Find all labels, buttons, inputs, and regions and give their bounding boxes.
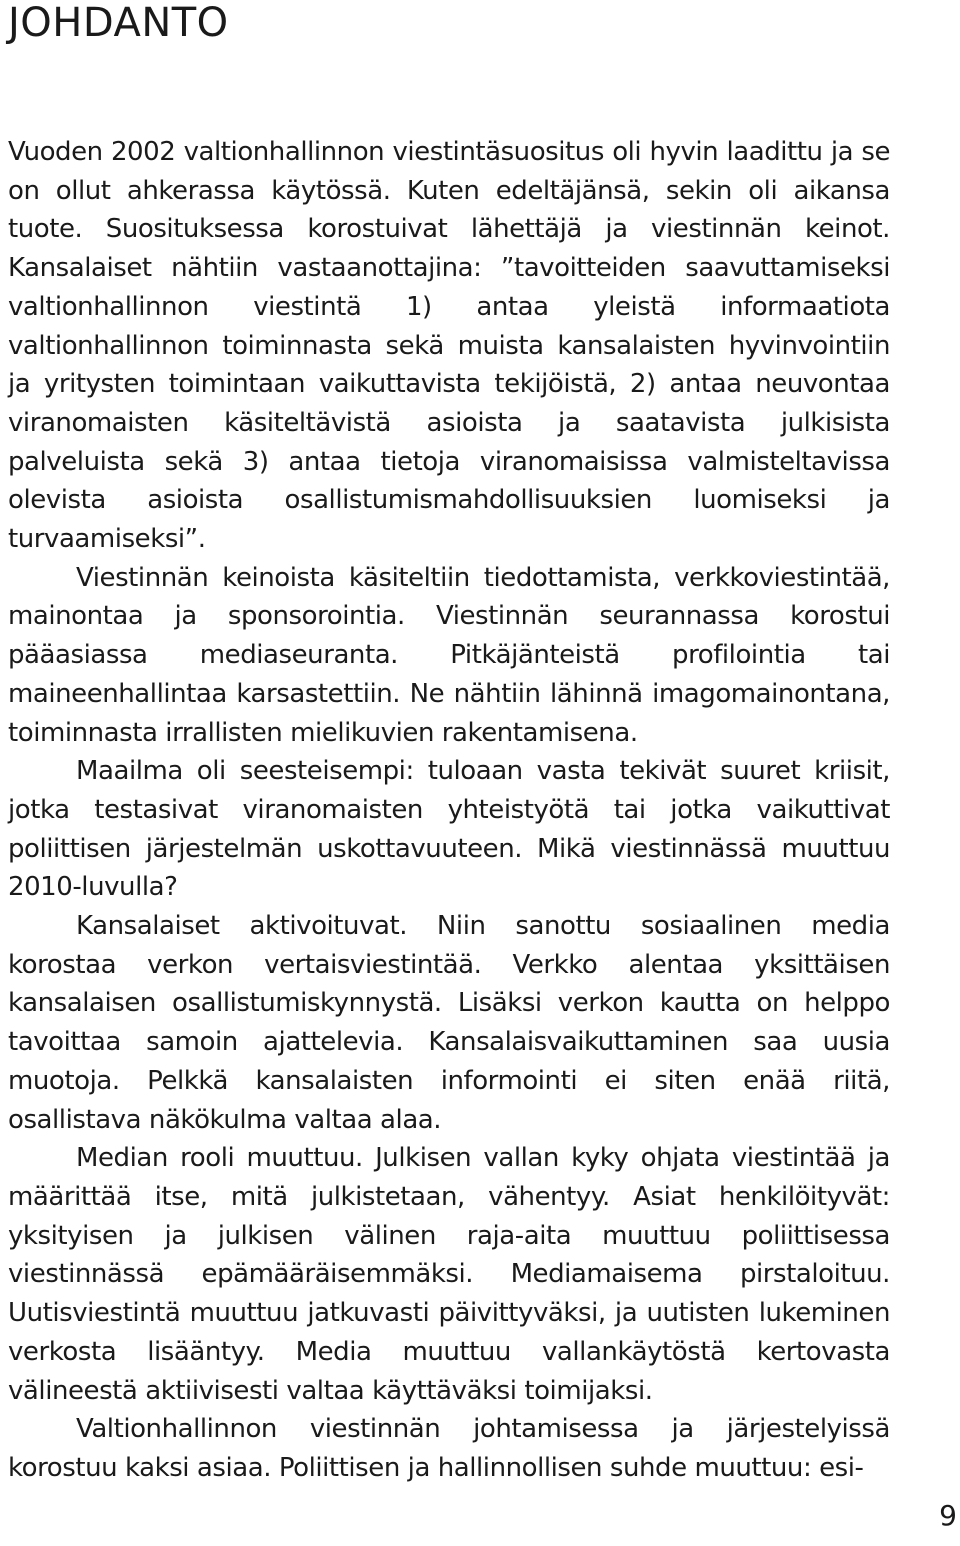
paragraph-citizens-activate: Kansalaiset aktivoituvat. Niin sanottu sosiaalinen media korostaa verkon vertaisviestintää. Verkko alentaa yksittäisen kansalaisen osallistumiskynnystä. Lisäksi verkon kautta on helppo tavoittaa samoin ajattelevia. Kansalaisvaikuttaminen saa uusia muotoja. Pelkkä kansalaisten informointi ei siten enää riitä, osallistava näkökulma valtaa alaa. (8, 911, 890, 1135)
body-text (8, 133, 890, 1488)
paragraph-intro: Vuoden 2002 valtionhallinnon viestintäsuositus oli hyvin laadittu ja se on ollut ahkerassa käytössä. Kuten edeltäjänsä, sekin oli aikansa tuote. Suosituksessa korostuivat lähettäjä ja viestinnän keinot. Kansalaiset nähtiin vastaanottajina: ”tavoitteiden saavuttamiseksi valtionhallinnon viestintä 1) antaa yleistä informaatiota valtionhallinnon toiminnasta sekä muista kansalaisten hyvinvointiin ja yritysten toimintaan vaikuttavista tekijöistä, 2) antaa neuvontaa viranomaisten käsiteltävistä asioista ja saatavista julkisista palveluista sekä 3) antaa tietoja viranomaisissa valmisteltavissa olevista asioista osallistumismahdollisuuksien luomiseksi ja turvaamiseksi”. (8, 137, 890, 555)
paragraph-communication-means: Viestinnän keinoista käsiteltiin tiedottamista, verkkoviestintää, mainontaa ja sponsorointia. Viestinnän seurannassa korostui pääasiassa mediaseuranta. Pitkäjänteistä profilointia tai maineenhallintaa karsastettiin. Ne nähtiin lähinnä imagomainontana, toiminnasta irrallisten mielikuvien rakentamisena. (8, 562, 890, 748)
paragraph-calmer-world: Maailma oli seesteisempi: tuloaan vasta tekivät suuret kriisit, jotka testasivat viranomaisten yhteistyötä tai jotka vaikuttivat poliittisen järjestelmän uskottavuuteen. Mikä viestinnässä muuttuu 2010-luvulla? (8, 756, 890, 903)
page-number: 9 (939, 1499, 957, 1532)
paragraph-media-role: Median rooli muuttuu. Julkisen vallan kyky ohjata viestintää ja määrittää itse, mitä julkistetaan, vähentyy. Asiat henkilöityvät: yksityisen ja julkisen välinen raja-aita muuttuu poliittisessa viestinnässä epämääräisemmäksi. Mediamaisema pirstaloituu. Uutisviestintä muuttuu jatkuvasti päivittyväksi, ja uutisten lukeminen verkosta lisääntyy. Media muuttuu vallankäytöstä kertovasta välineestä aktiivisesti valtaa käyttäväksi toimijaksi. (8, 1143, 890, 1406)
paragraph-government-communication: Valtionhallinnon viestinnän johtamisessa ja järjestelyissä korostuu kaksi asiaa. Poliittisen ja hallinnollisen suhde muuttuu: esi- (8, 1414, 890, 1483)
page-heading: JOHDANTO (8, 0, 229, 46)
